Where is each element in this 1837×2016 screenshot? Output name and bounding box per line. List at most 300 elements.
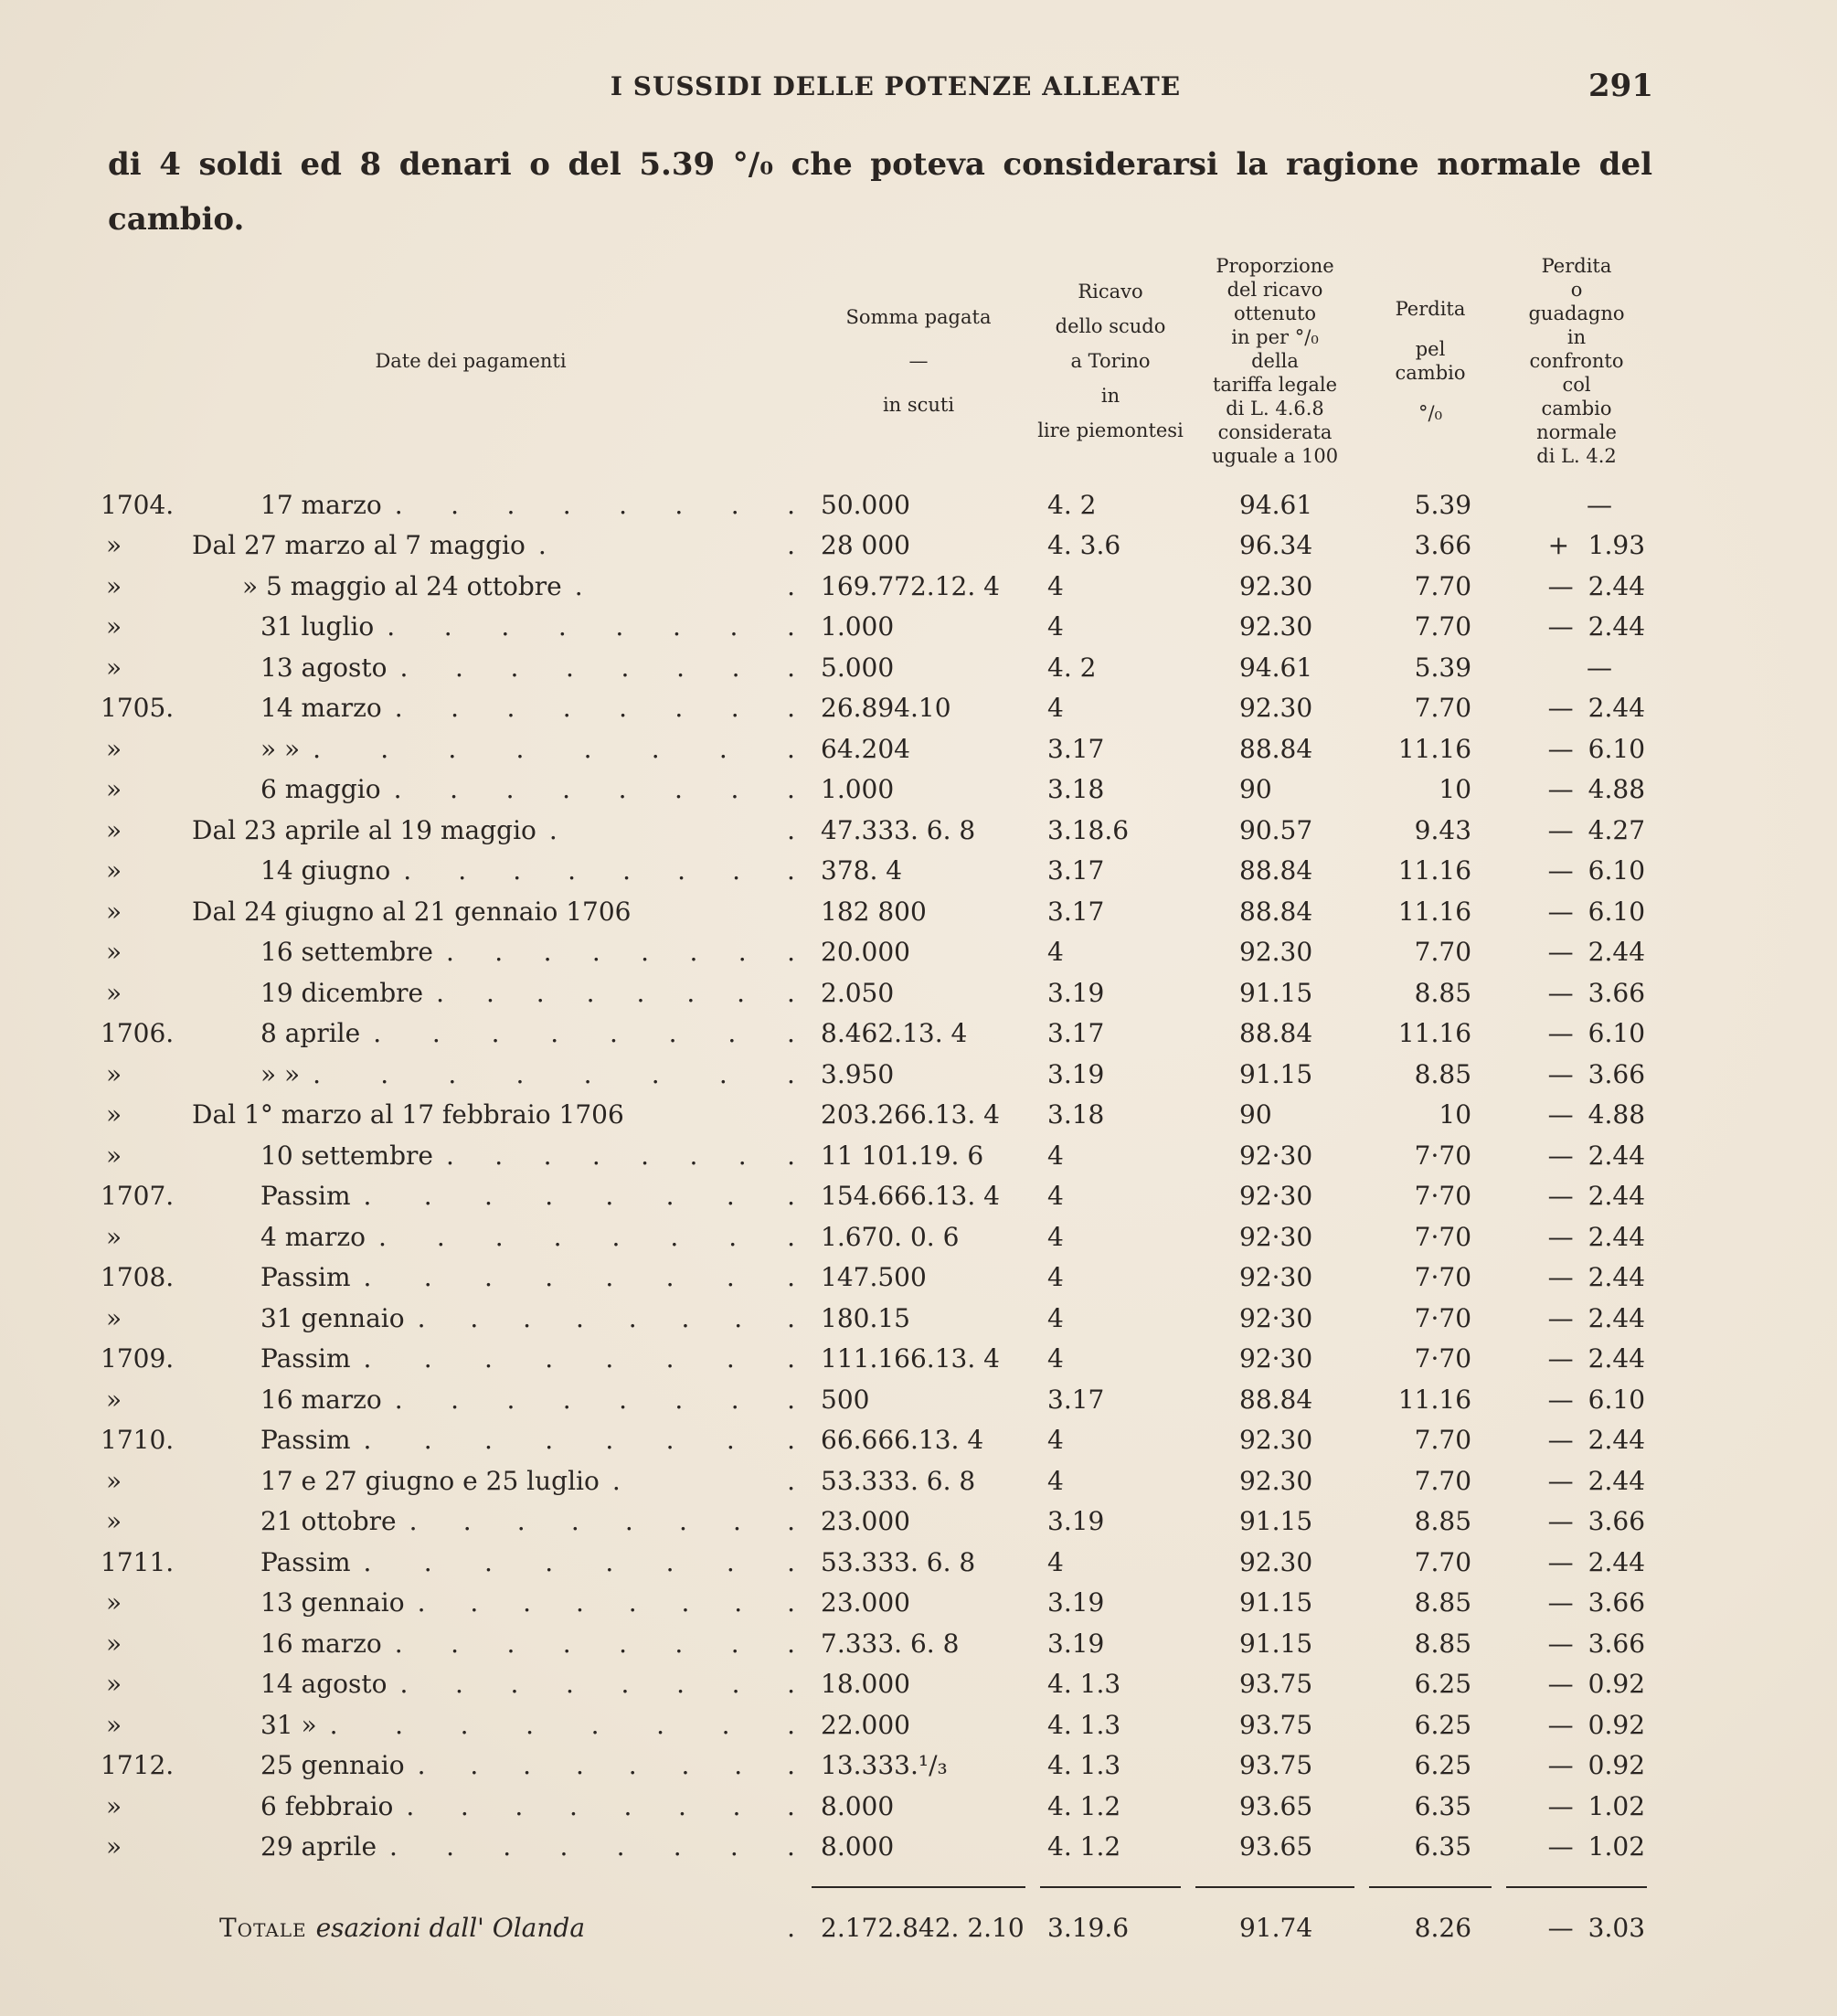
perdita-cell: 6.35	[1414, 1790, 1472, 1821]
gain-value: 3.03	[1587, 1913, 1646, 1944]
ricavo-cell: 4	[1047, 1302, 1064, 1333]
col-header-date: Date dei pagamenti	[375, 350, 567, 372]
guadagno-cell	[1499, 1501, 1654, 1543]
guadagno-cell	[1499, 688, 1654, 729]
leader-dots: . . . . . . . .	[445, 937, 795, 968]
guadagno-cell	[1499, 1176, 1654, 1217]
date-text: 8 aprile	[260, 1018, 361, 1049]
proporzione-cell: 90	[1239, 1099, 1272, 1130]
header-line: o	[1570, 279, 1583, 301]
year-cell: 1712.	[101, 1750, 175, 1781]
year-cell: »	[106, 1587, 122, 1618]
date-cell	[192, 1420, 804, 1461]
table-row	[101, 1420, 1654, 1461]
somma-cell: 50.000	[821, 489, 910, 520]
ricavo-cell: 4	[1047, 693, 1064, 724]
date-text: Dal 23 aprile al 19 maggio	[192, 814, 536, 845]
table-row	[101, 891, 1654, 932]
sign-minus: —	[1547, 1913, 1574, 1944]
guadagno-cell	[1499, 607, 1654, 648]
somma-cell: 23.000	[821, 1587, 910, 1618]
date-cell	[192, 566, 804, 607]
leader-dots: . . . . . . . .	[313, 1058, 795, 1089]
header-line: lire piemontesi	[1037, 419, 1184, 441]
perdita-cell: 8.85	[1414, 1587, 1472, 1618]
header-line: in scuti	[882, 394, 955, 416]
guadagno-cell	[1499, 1745, 1654, 1787]
total-rule	[812, 1886, 1025, 1888]
ricavo-cell: 3.17	[1047, 1384, 1105, 1415]
date-cell	[192, 1583, 804, 1624]
table-row	[101, 1176, 1654, 1217]
gain-value: 2.44	[1587, 1546, 1646, 1577]
gain-value: 0.92	[1587, 1709, 1646, 1740]
sign-minus: —	[1547, 1831, 1574, 1862]
date-text: 31 »	[260, 1709, 317, 1740]
date-cell	[192, 688, 804, 729]
date-text: Passim	[260, 1425, 351, 1456]
leader-dots: . . . . . . . .	[393, 774, 795, 805]
table-row	[101, 1542, 1654, 1583]
year-cell: »	[106, 1140, 122, 1171]
table-row	[101, 1135, 1654, 1176]
total-label-caps: Totale	[219, 1913, 307, 1944]
table-row	[101, 1054, 1654, 1095]
ricavo-cell: 3.17	[1047, 896, 1105, 927]
proporzione-cell: 92.30	[1239, 693, 1313, 724]
sign-minus: —	[1547, 611, 1574, 642]
sign-minus: —	[1547, 1465, 1574, 1496]
table-row	[101, 1583, 1654, 1624]
date-text: 6 maggio	[260, 774, 381, 805]
somma-cell: 2.050	[821, 977, 895, 1008]
ricavo-cell: 4. 2	[1047, 489, 1097, 520]
proporzione-cell: 88.84	[1239, 733, 1313, 764]
leader-dots: . . . . . . . .	[399, 1669, 795, 1700]
header-line: Perdita	[1395, 298, 1466, 320]
sign-minus: —	[1547, 855, 1574, 886]
year-cell: 1705.	[101, 693, 175, 724]
date-cell	[192, 1827, 804, 1868]
guadagno-cell	[1499, 1420, 1654, 1461]
sign-minus: —	[1547, 1425, 1574, 1456]
header-line: °/₀	[1418, 402, 1443, 424]
intro-paragraph	[108, 137, 1652, 247]
sign-minus: —	[1547, 896, 1574, 927]
gain-value: 2.44	[1587, 1343, 1646, 1374]
proporzione-cell: 92·30	[1239, 1140, 1313, 1171]
date-cell	[192, 1216, 804, 1257]
header-line: in per °/₀	[1231, 326, 1319, 348]
leader-dots: . . . . . . . .	[363, 1425, 795, 1456]
year-cell: 1708.	[101, 1262, 175, 1293]
date-text: Dal 1° marzo al 17 febbraio 1706	[192, 1099, 624, 1130]
leader-dots: . . . . . . . .	[363, 1181, 795, 1212]
ricavo-cell: 4	[1047, 611, 1064, 642]
perdita-cell: 7·70	[1414, 1181, 1472, 1212]
total-rule	[1195, 1886, 1354, 1888]
ricavo-cell: 4	[1047, 1425, 1064, 1456]
somma-cell: 3.950	[821, 1058, 895, 1089]
date-text: 17 marzo	[260, 489, 382, 520]
gain-value: 6.10	[1587, 1384, 1646, 1415]
total-rule	[1506, 1886, 1647, 1888]
ricavo-cell: 4. 2	[1047, 652, 1097, 683]
guadagno-cell	[1499, 1623, 1654, 1664]
guadagno-cell	[1499, 769, 1654, 811]
leader-dots: . .	[611, 1465, 795, 1496]
date-text: 19 dicembre	[260, 977, 424, 1008]
table-row	[101, 1379, 1654, 1420]
proporzione-cell: 93.65	[1239, 1790, 1313, 1821]
proporzione-cell: 93.65	[1239, 1831, 1313, 1862]
somma-cell: 147.500	[821, 1262, 927, 1293]
gain-value: 2.44	[1587, 611, 1646, 642]
guadagno-cell	[1499, 1704, 1654, 1745]
header-line: Proporzione	[1216, 255, 1334, 277]
proporzione-cell: 94.61	[1239, 489, 1313, 520]
date-text: 14 giugno	[260, 855, 391, 886]
header-line: cambio	[1395, 362, 1466, 384]
somma-cell: 8.000	[821, 1790, 895, 1821]
gain-value: 2.44	[1587, 1302, 1646, 1333]
sign-minus: —	[1547, 1302, 1574, 1333]
year-cell: »	[106, 977, 122, 1008]
table-row	[101, 1827, 1654, 1868]
date-cell	[192, 769, 804, 811]
date-cell	[192, 1542, 804, 1583]
header-line: cambio	[1541, 398, 1612, 419]
perdita-cell: 5.39	[1414, 652, 1472, 683]
gain-value: 2.44	[1587, 693, 1646, 724]
perdita-cell: 11.16	[1397, 1384, 1472, 1415]
header-line: di L. 4.6.8	[1226, 398, 1324, 419]
gain-value: 6.10	[1587, 855, 1646, 886]
ricavo-cell: 4	[1047, 1181, 1064, 1212]
perdita-cell: 7.70	[1414, 570, 1472, 601]
somma-cell: 154.666.13. 4	[821, 1181, 1000, 1212]
sign-minus: —	[1547, 1709, 1574, 1740]
leader-dots: .	[787, 1913, 795, 1944]
date-cell	[192, 1176, 804, 1217]
header-line: della	[1251, 350, 1299, 372]
col-header-guadagno	[1499, 254, 1654, 468]
date-cell	[192, 891, 804, 932]
table-row	[101, 1501, 1654, 1543]
sign-plus: +	[1547, 530, 1570, 561]
date-cell	[192, 810, 804, 851]
table-row	[101, 1216, 1654, 1257]
gain-value: 1.93	[1587, 530, 1646, 561]
table-row	[101, 810, 1654, 851]
somma-cell: 1.000	[821, 774, 895, 805]
proporzione-cell: 90.57	[1239, 814, 1313, 845]
table-row	[101, 566, 1654, 607]
total-proporzione: 91.74	[1239, 1913, 1313, 1944]
gain-value: 0.92	[1587, 1669, 1646, 1700]
guadagno-cell	[1499, 1216, 1654, 1257]
perdita-cell: 10	[1439, 774, 1472, 805]
header-line: in	[1566, 326, 1587, 348]
leader-dots: . . . . . . . .	[394, 1384, 795, 1415]
guadagno-cell	[1499, 1257, 1654, 1299]
sign-minus: —	[1547, 1262, 1574, 1293]
year-cell: »	[106, 1628, 122, 1659]
leader-dots: . . . . . . . .	[329, 1709, 795, 1740]
sign-minus: —	[1547, 693, 1574, 724]
ricavo-cell: 4. 1.2	[1047, 1831, 1121, 1862]
date-text: 10 settembre	[260, 1140, 433, 1171]
col-header-proporzione	[1188, 254, 1362, 468]
sign-minus: —	[1547, 1546, 1574, 1577]
header-line: guadagno	[1528, 302, 1625, 324]
sign-minus: —	[1547, 814, 1574, 845]
date-cell	[192, 1745, 804, 1787]
date-text: 17 e 27 giugno e 25 luglio	[260, 1465, 600, 1496]
date-text: 16 marzo	[260, 1384, 382, 1415]
gain-value: 2.44	[1587, 1221, 1646, 1252]
proporzione-cell: 92·30	[1239, 1181, 1313, 1212]
date-text: Dal 24 giugno al 21 gennaio 1706	[192, 896, 632, 927]
leader-dots: . . . . . . . .	[409, 1506, 795, 1537]
perdita-cell: 6.25	[1414, 1750, 1472, 1781]
guadagno-cell	[1499, 1583, 1654, 1624]
ricavo-cell: 4	[1047, 1140, 1064, 1171]
gain-value: 6.10	[1587, 896, 1646, 927]
perdita-cell: 7.70	[1414, 693, 1472, 724]
date-cell	[192, 1379, 804, 1420]
year-cell: »	[106, 1506, 122, 1537]
ricavo-cell: 3.17	[1047, 733, 1105, 764]
somma-cell: 7.333. 6. 8	[821, 1628, 960, 1659]
sign-minus: —	[1547, 937, 1574, 968]
leader-dots: . . . . . . . .	[394, 1628, 795, 1659]
ricavo-cell: 3.18.6	[1047, 814, 1130, 845]
sign-minus: —	[1547, 1018, 1574, 1049]
total-rule	[1040, 1886, 1181, 1888]
table-row	[101, 769, 1654, 811]
gain-value: 6.10	[1587, 1018, 1646, 1049]
year-cell: 1704.	[101, 489, 175, 520]
date-text: Passim	[260, 1181, 351, 1212]
perdita-cell: 6.25	[1414, 1669, 1472, 1700]
somma-cell: 500	[821, 1384, 870, 1415]
somma-cell: 203.266.13. 4	[821, 1099, 1000, 1130]
leader-dots: . . . . . . . .	[387, 611, 795, 642]
year-cell: 1707.	[101, 1181, 175, 1212]
header-line: Somma pagata	[845, 306, 992, 328]
guadagno-cell	[1499, 932, 1654, 973]
total-row	[101, 1908, 1654, 1949]
date-cell	[192, 1786, 804, 1827]
gain-value: 2.44	[1587, 1425, 1646, 1456]
guadagno-cell	[1499, 484, 1654, 525]
guadagno-cell	[1499, 891, 1654, 932]
date-cell	[192, 1664, 804, 1705]
proporzione-cell: 92·30	[1239, 1262, 1313, 1293]
header-line: tariffa legale	[1212, 374, 1338, 396]
header-line: in	[1100, 385, 1120, 407]
leader-dots: . . . . . . . .	[313, 733, 795, 764]
date-cell	[192, 1501, 804, 1543]
header-line: di L. 4.2	[1536, 445, 1617, 467]
date-cell	[192, 1704, 804, 1745]
guadagno-cell	[1499, 1786, 1654, 1827]
ricavo-cell: 3.19	[1047, 1506, 1105, 1537]
sign-minus: —	[1547, 1669, 1574, 1700]
guadagno-cell	[1499, 728, 1654, 769]
sign-minus: —	[1547, 774, 1574, 805]
header-line: normale	[1536, 421, 1617, 443]
header-line: dello scudo	[1055, 315, 1166, 337]
proporzione-cell: 88.84	[1239, 896, 1313, 927]
table-row	[101, 525, 1654, 567]
leader-dots: . . . . . . . .	[363, 1262, 795, 1293]
perdita-cell: 8.85	[1414, 977, 1472, 1008]
leader-dots: . . . . . . . .	[363, 1546, 795, 1577]
proporzione-cell: 96.34	[1239, 530, 1313, 561]
year-cell: »	[106, 530, 122, 561]
ricavo-cell: 3.19	[1047, 977, 1105, 1008]
perdita-cell: 6.25	[1414, 1709, 1472, 1740]
date-text: Passim	[260, 1262, 351, 1293]
gain-value: 2.44	[1587, 570, 1646, 601]
table-row	[101, 1786, 1654, 1827]
date-text: Dal 27 marzo al 7 maggio	[192, 530, 526, 561]
year-cell: 1710.	[101, 1425, 175, 1456]
leader-dots: . . . . . . . .	[417, 1587, 795, 1618]
ricavo-cell: 3.17	[1047, 1018, 1105, 1049]
date-text: 31 gennaio	[260, 1302, 405, 1333]
table-row	[101, 1339, 1654, 1380]
sign-minus: —	[1547, 1221, 1574, 1252]
perdita-cell: 11.16	[1397, 896, 1472, 927]
guadagno-cell	[1499, 1013, 1654, 1055]
header-line: ottenuto	[1233, 302, 1317, 324]
perdita-cell: 11.16	[1397, 733, 1472, 764]
year-cell: »	[106, 733, 122, 764]
intro-text-before: di 4 soldi ed 8 denari o del 5.39	[108, 146, 733, 183]
guadagno-cell	[1499, 1054, 1654, 1095]
guadagno-cell	[1499, 1460, 1654, 1501]
somma-cell: 64.204	[821, 733, 910, 764]
perdita-cell: 7.70	[1414, 1465, 1472, 1496]
header-line: col	[1562, 374, 1591, 396]
proporzione-cell: 93.75	[1239, 1669, 1313, 1700]
year-cell: »	[106, 937, 122, 968]
somma-cell: 13.333.¹/₃	[821, 1750, 948, 1781]
leader-dots: . . . . . . . .	[389, 1831, 795, 1862]
leader-dots: . .	[548, 814, 795, 845]
sign-minus: —	[1547, 1587, 1574, 1618]
date-text: » »	[260, 1058, 301, 1089]
gain-value: 4.88	[1587, 1099, 1646, 1130]
perdita-cell: 10	[1439, 1099, 1472, 1130]
year-cell: »	[106, 611, 122, 642]
gain-value: 3.66	[1587, 1058, 1646, 1089]
perdita-cell: 11.16	[1397, 855, 1472, 886]
col-header-ricavo	[1033, 254, 1188, 468]
proporzione-cell: 93.75	[1239, 1709, 1313, 1740]
somma-cell: 182 800	[821, 896, 927, 927]
year-cell: »	[106, 1302, 122, 1333]
date-text: 16 settembre	[260, 937, 433, 968]
proporzione-cell: 92.30	[1239, 937, 1313, 968]
proporzione-cell: 91.15	[1239, 1587, 1313, 1618]
guadagno-cell	[1499, 1542, 1654, 1583]
somma-cell: 378. 4	[821, 855, 903, 886]
table-row	[101, 932, 1654, 973]
date-text: » 5 maggio al 24 ottobre	[242, 570, 562, 601]
perdita-cell: 7·70	[1414, 1140, 1472, 1171]
leader-dots: . . . . . . . .	[436, 977, 795, 1008]
date-cell	[192, 484, 804, 525]
year-cell: »	[106, 1384, 122, 1415]
sign-minus: —	[1547, 1790, 1574, 1821]
subsidies-table	[101, 254, 1654, 1948]
gain-value: 2.44	[1587, 1262, 1646, 1293]
ricavo-cell: 4. 1.3	[1047, 1709, 1121, 1740]
guadagno-cell	[1499, 1095, 1654, 1136]
proporzione-cell: 88.84	[1239, 1384, 1313, 1415]
gain-value: 2.44	[1587, 937, 1646, 968]
sign-minus: —	[1547, 1140, 1574, 1171]
guadagno-cell	[1499, 1339, 1654, 1380]
ricavo-cell: 3.18	[1047, 774, 1105, 805]
perdita-cell: 3.66	[1414, 530, 1472, 561]
perdita-cell: 7.70	[1414, 1425, 1472, 1456]
date-cell	[192, 972, 804, 1013]
date-text: 6 febbraio	[260, 1790, 394, 1821]
table-row	[101, 1623, 1654, 1664]
proporzione-cell: 92·30	[1239, 1343, 1313, 1374]
year-cell: »	[106, 1099, 122, 1130]
date-text: 13 agosto	[260, 652, 388, 683]
gain-value: 4.27	[1587, 814, 1646, 845]
perdita-cell: 8.85	[1414, 1628, 1472, 1659]
date-cell	[192, 1298, 804, 1339]
intro-text-after: che poteva considerarsi la ragione normale del cambio.	[108, 146, 1652, 238]
table-row	[101, 1095, 1654, 1136]
perdita-cell: 7·70	[1414, 1343, 1472, 1374]
perdita-cell: 9.43	[1414, 814, 1472, 845]
leader-dots: . . . . . . . .	[445, 1140, 795, 1171]
proporzione-cell: 92.30	[1239, 1465, 1313, 1496]
date-text: 14 agosto	[260, 1669, 388, 1700]
gain-value: 1.02	[1587, 1790, 1646, 1821]
date-cell	[192, 1135, 804, 1176]
sign-minus: —	[1547, 1384, 1574, 1415]
date-cell	[192, 647, 804, 688]
ricavo-cell: 4	[1047, 1262, 1064, 1293]
guadagno-cell	[1499, 972, 1654, 1013]
total-perdita: 8.26	[1414, 1913, 1472, 1944]
perdita-cell: 6.35	[1414, 1831, 1472, 1862]
total-somma: 2.172.842. 2.10	[821, 1913, 1025, 1944]
running-head: I SUSSIDI DELLE POTENZE ALLEATE	[610, 71, 1182, 101]
total-label-cell	[192, 1908, 804, 1949]
somma-cell: 5.000	[821, 652, 895, 683]
ricavo-cell: 3.18	[1047, 1099, 1105, 1130]
col-header-somma	[804, 254, 1033, 468]
gain-value: 3.66	[1587, 1587, 1646, 1618]
sign-minus: —	[1547, 733, 1574, 764]
date-text: 25 gennaio	[260, 1750, 405, 1781]
year-cell: »	[106, 814, 122, 845]
year-cell: »	[106, 1790, 122, 1821]
ricavo-cell: 3.19	[1047, 1058, 1105, 1089]
gain-value: 2.44	[1587, 1140, 1646, 1171]
